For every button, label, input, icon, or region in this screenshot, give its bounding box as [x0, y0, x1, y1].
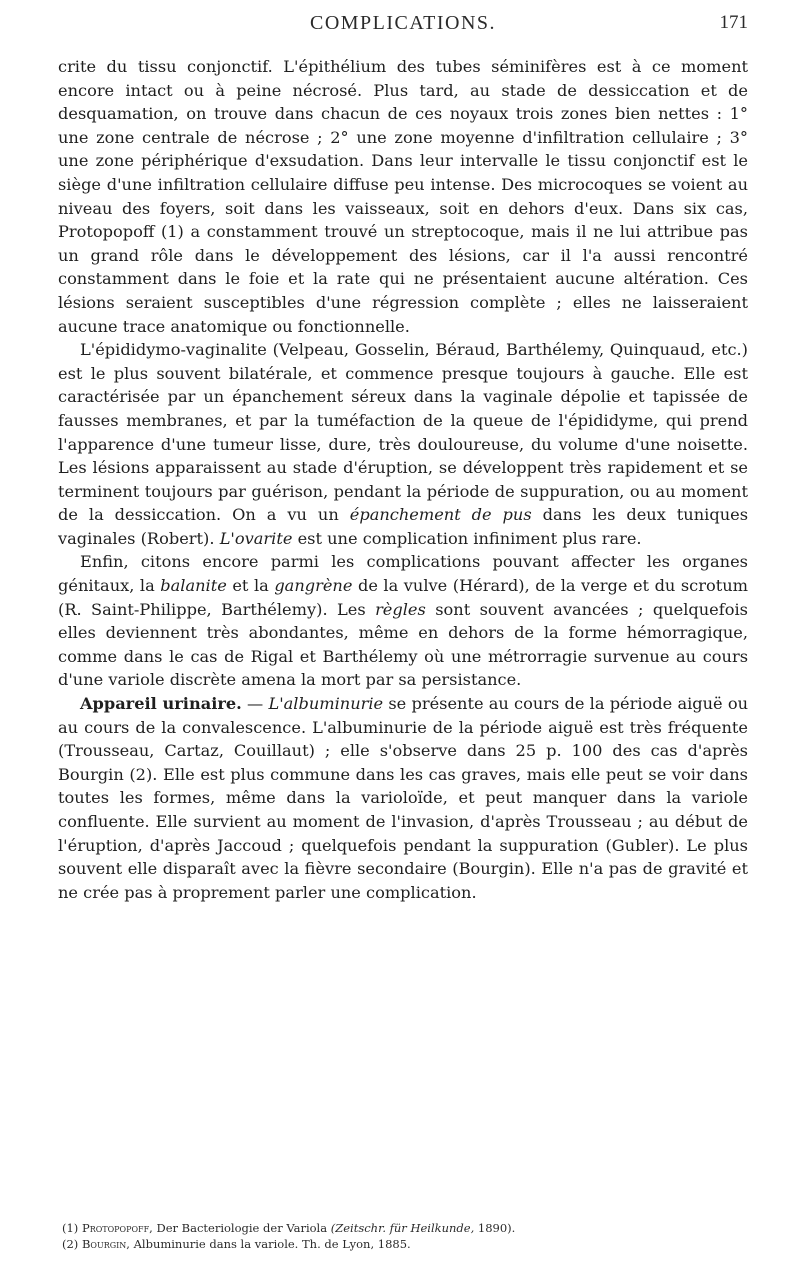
paragraph-2-text-c: est une complication infiniment plus rare.: [297, 528, 642, 548]
footnote-2-text: Albuminurie dans la variole. Th. de Lyon, 1885.: [133, 1237, 411, 1251]
term-gangrene: gangrène: [274, 576, 353, 596]
paragraph-3-text-a: Enfin, citons encore parmi les complications pouvant affecter les organes génitaux, la: [58, 552, 748, 596]
footnote-1-journal: (Zeitschr. für Heilkunde,: [330, 1221, 475, 1235]
section-title-appareil-urinaire: Appareil urinaire.: [80, 694, 242, 714]
term-ovarite: L'ovarite: [219, 528, 293, 548]
footnote-1: [58, 1220, 748, 1236]
footnote-1-author: Protopopoff,: [81, 1221, 153, 1235]
footnote-2-number: (2): [62, 1237, 79, 1251]
paragraph-2: [58, 338, 748, 550]
footnote-1-number: (1): [62, 1221, 79, 1235]
paragraph-2-text-b: dans les deux tuniques vaginales (Robert).: [58, 505, 749, 548]
term-albuminurie: L'albuminurie: [268, 694, 384, 714]
term-epanchement-de-pus: épanchement de pus: [349, 505, 532, 525]
running-title: COMPLICATIONS.: [309, 12, 497, 34]
footnote-2: [58, 1236, 748, 1252]
page-number: 171: [719, 12, 748, 33]
paragraph-4-text-b: se présente au cours de la période aiguë ou au cours de la convalescence. L'albuminurie de la période aiguë est très fréquente (Trousseau, Cartaz, Couillaut) ; elle s'observe dans 25 p. 100 des cas d'après Bourgin (2). Elle est plus commune dans les cas graves, mais elle peut se voir dans toutes les formes, même dans la varioloïde, et peut manquer dans la variole confluente. Elle survient au moment de l'invasion, d'après Trousseau ; au début de l'éruption, d'après Jaccoud ; quelquefois pendant la suppuration (Gubler). Le plus souvent elle disparaît avec la fièvre secondaire (Bourgin). Elle n'a pas de gravité et ne crée pas à proprement parler une complication.: [58, 694, 749, 902]
paragraph-1-text: crite du tissu conjonctif. L'épithélium des tubes séminifères est à ce moment encore intact ou à peine nécrosé. Plus tard, au stade de dessiccation et de desquamation, on trouve dans chacun de ces noyaux trois zones bien nettes : 1° une zone centrale de nécrose ; 2° une zone moyenne d'infiltration cellulaire ; 3° une zone périphérique d'exsudation. Dans leur intervalle le tissu conjonctif est le siège d'une infiltration cellulaire diffuse peu intense. Des microcoques se voient au niveau des foyers, soit dans les vaisseaux, soit en dehors d'eux. Dans six cas, Protopopoff (1) a constamment trouvé un streptocoque, mais il ne lui attribue pas un grand rôle dans le développement des lésions, car il l'a aussi rencontré constamment dans le foie et la rate qui ne présentaient aucune altération. Ces lésions seraient susceptibles d'une régression complète ; elles ne laisseraient aucune trace anatomique ou fonctionnelle.: [58, 57, 748, 336]
term-balanite: balanite: [160, 576, 227, 596]
paragraph-3-text-d: sont souvent avancées ; quelquefois elles deviennent très abondantes, même en dehors de la forme hémorragique, comme dans le cas de Rigal et Barthélemy où une métrorragie survenue au cours d'une variole discrète amena la mort par sa persistance.: [58, 599, 748, 690]
footnote-2-author: Bourgin,: [81, 1237, 130, 1251]
em-dash: —: [247, 694, 264, 714]
footnotes: [58, 1220, 748, 1252]
page-header: [58, 8, 748, 44]
paragraph-3-text-b: et la: [232, 576, 269, 596]
body-text: [58, 55, 748, 904]
footnote-1-year: 1890).: [477, 1221, 516, 1235]
footnote-1-text: Der Bacteriologie der Variola: [156, 1221, 328, 1235]
paragraph-3-text-c: de la vulve (Hérard), de la verge et du scrotum (R. Saint-Philippe, Barthélemy). Les: [58, 576, 749, 619]
term-regles: règles: [375, 599, 426, 619]
paragraph-1: [58, 55, 748, 338]
paragraph-3: [58, 550, 748, 692]
paragraph-4: [58, 692, 748, 904]
paragraph-2-text-a: L'épididymo-vaginalite (Velpeau, Gosselin, Béraud, Barthélemy, Quinquaud, etc.) est le plus souvent bilatérale, et commence presque toujours à gauche. Elle est caractérisée par un épanchement séreux dans la vaginale dépolie et tapissée de fausses membranes, et par la tuméfaction de la queue de l'épididyme, qui prend l'apparence d'une tumeur lisse, dure, très douloureuse, du volume d'une noisette. Les lésions apparaissent au stade d'éruption, se développent très rapidement et se terminent toujours par guérison, pendant la période de suppuration, ou au moment de la dessiccation. On a vu un: [58, 340, 748, 525]
